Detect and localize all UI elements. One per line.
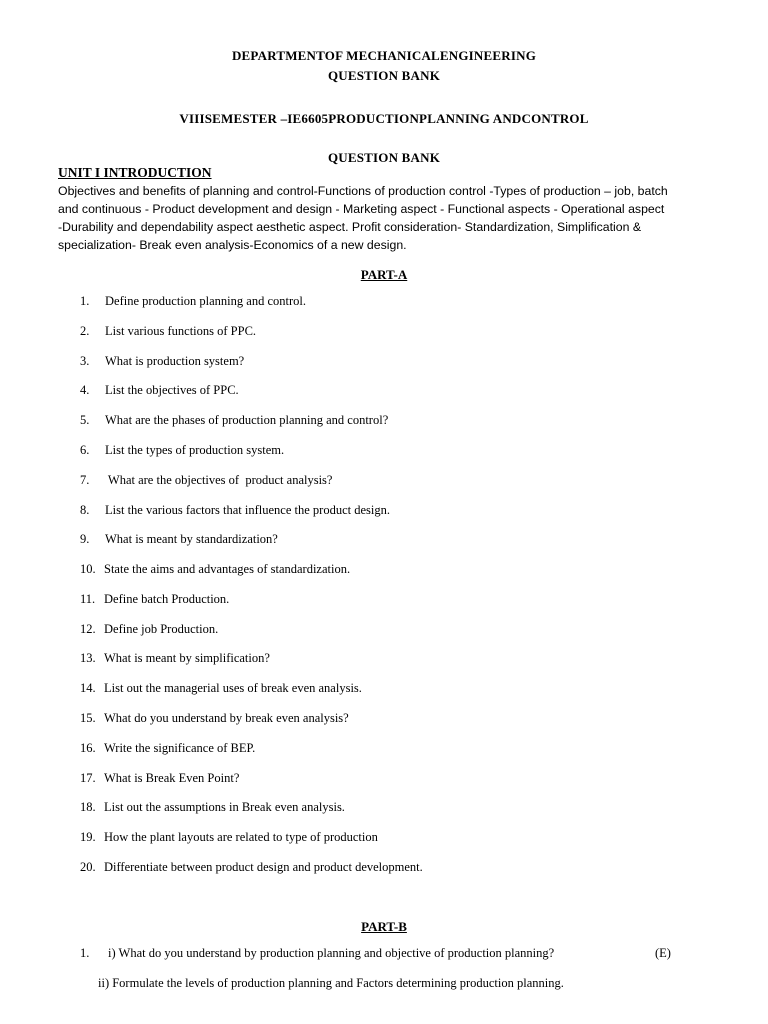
- unit-title: UNIT I INTRODUCTION: [58, 165, 212, 180]
- part-b-question-1-ii: ii) Formulate the levels of production planning and Factors determining production planning.: [98, 976, 564, 990]
- question-number: 5.: [80, 413, 90, 427]
- question-text: What are the phases of production planning and control?: [105, 413, 389, 427]
- question-number: 19.: [80, 830, 96, 844]
- question-text: List out the assumptions in Break even analysis.: [104, 800, 345, 814]
- question-text: How the plant layouts are related to type of production: [104, 830, 378, 844]
- question-number: 2.: [80, 324, 90, 338]
- syllabus-line: specialization- Break even analysis-Economics of a new design.: [58, 238, 407, 252]
- question-text: What is production system?: [105, 354, 245, 368]
- question-text: State the aims and advantages of standardization.: [104, 562, 351, 576]
- question-number: 8.: [80, 503, 90, 517]
- question-text: List the types of production system.: [105, 443, 285, 457]
- question-text: Define job Production.: [104, 622, 219, 636]
- question-text: List the objectives of PPC.: [105, 383, 239, 397]
- question-number: 15.: [80, 711, 96, 725]
- part-b-question-number: 1.: [80, 946, 90, 960]
- question-number: 3.: [80, 354, 90, 368]
- question-number: 17.: [80, 771, 96, 785]
- department-heading: DEPARTMENTOF MECHANICALENGINEERING: [231, 48, 537, 63]
- question-text: Differentiate between product design and product development.: [104, 860, 423, 874]
- question-text: What is meant by standardization?: [105, 532, 278, 546]
- question-number: 10.: [80, 562, 96, 576]
- question-text: Define batch Production.: [104, 592, 230, 606]
- question-text: What do you understand by break even analysis?: [104, 711, 349, 725]
- question-bank-subheading: QUESTION BANK: [327, 150, 441, 165]
- part-b-question-1-i: i) What do you understand by production planning and objective of production planning?: [108, 946, 555, 960]
- question-text: List out the managerial uses of break even analysis.: [104, 681, 362, 695]
- syllabus-line: -Durability and dependability aspect aesthetic aspect. Profit consideration- Standardization, Simplification &: [58, 220, 642, 234]
- question-number: 4.: [80, 383, 90, 397]
- question-number: 7.: [80, 473, 90, 487]
- question-text: List the various factors that influence the product design.: [105, 503, 390, 517]
- question-bank-heading: QUESTION BANK: [327, 68, 441, 83]
- question-number: 6.: [80, 443, 90, 457]
- part-b-heading: PART-B: [361, 919, 407, 934]
- question-number: 16.: [80, 741, 96, 755]
- question-number: 12.: [80, 622, 96, 636]
- question-text: What are the objectives of product analysis?: [105, 473, 333, 487]
- question-number: 14.: [80, 681, 96, 695]
- question-text: Define production planning and control.: [105, 294, 306, 308]
- syllabus-line: Objectives and benefits of planning and control-Functions of production control -Types of production – job, batch: [58, 184, 668, 198]
- syllabus-line: and continuous - Product development and design - Marketing aspect - Functional aspects - Operational aspect: [58, 202, 665, 216]
- question-number: 11.: [80, 592, 96, 606]
- question-number: 18.: [80, 800, 96, 814]
- question-text: What is Break Even Point?: [104, 771, 240, 785]
- question-number: 13.: [80, 651, 96, 665]
- question-text: List various functions of PPC.: [105, 324, 257, 338]
- question-text: What is meant by simplification?: [104, 651, 270, 665]
- semester-course-heading: VIIISEMESTER –IE6605PRODUCTIONPLANNING ANDCONTROL: [179, 111, 589, 126]
- question-number: 9.: [80, 532, 90, 546]
- question-number: 1.: [80, 294, 90, 308]
- question-number: 20.: [80, 860, 96, 874]
- question-text: Write the significance of BEP.: [104, 741, 256, 755]
- part-b-question-1-mark: (E): [655, 946, 671, 960]
- unit-syllabus: [58, 182, 718, 254]
- part-a-heading: PART-A: [360, 267, 408, 282]
